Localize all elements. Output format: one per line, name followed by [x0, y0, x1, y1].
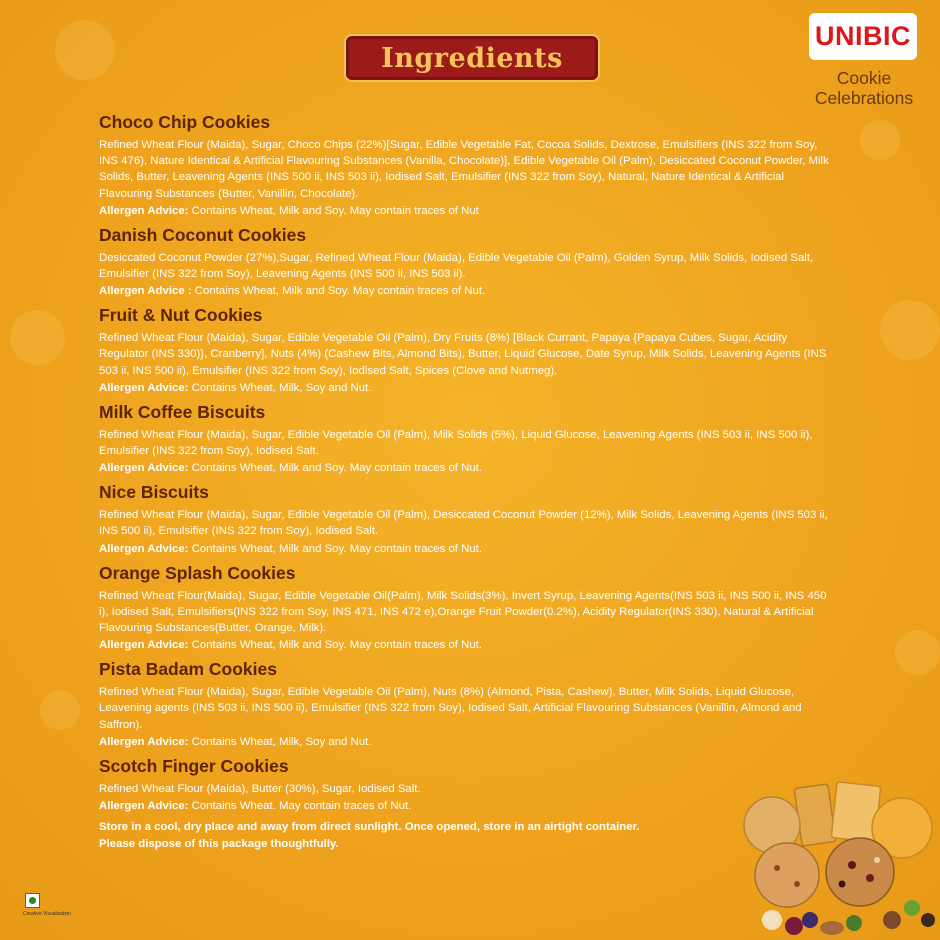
allergen-advice: [99, 541, 834, 557]
ingredients-list: [99, 111, 834, 853]
allergen-text: Contains Wheat. May contain traces of Nut.: [188, 800, 412, 813]
veg-mark-icon: [25, 893, 40, 908]
bokeh-decor: [10, 310, 65, 365]
allergen-text: Contains Wheat, Milk and Soy. May contain traces of Nut.: [188, 542, 483, 555]
allergen-text: Contains Wheat, Milk, Soy and Nut.: [188, 381, 372, 394]
allergen-label: Allergen Advice:: [99, 204, 189, 217]
allergen-text: Contains Wheat, Milk and Soy. May contain traces of Nut.: [188, 462, 483, 475]
cookies-image: [742, 780, 940, 940]
product-section: [99, 755, 739, 814]
product-section: [99, 401, 834, 476]
product-section: [99, 111, 834, 219]
allergen-label: Allergen Advice:: [99, 639, 189, 652]
product-name: Fruit & Nut Cookies: [99, 305, 263, 326]
allergen-advice: [99, 637, 834, 653]
allergen-advice: [99, 460, 834, 476]
allergen-label: Allergen Advice:: [99, 381, 189, 394]
brand-name: UNIBIC: [815, 21, 911, 51]
tagline-line-2: Celebrations: [814, 88, 914, 108]
veg-caption: Creative Visualisation: [23, 911, 71, 917]
product-ingredients: Refined Wheat Flour (Maida), Sugar, Edible Vegetable Oil (Palm), Dry Fruits (8%) [Black Currant, Papaya {Papaya Cubes, Sugar, Acidity Regulator (INS 330)}, Cranberry], Nuts (4%) (Cashew Bits, Almond Bits), Butter, Liquid Glucose, Date Syrup, Milk Solids, Leavening Agents (INS 503 ii, INS 500 ii), Emulsifier (INS 322 from Soy), Iodised Salt, Spices (Clove and Nutmeg).: [99, 332, 827, 377]
bokeh-decor: [895, 630, 940, 675]
brand-logo: [809, 13, 917, 60]
allergen-advice: [99, 203, 834, 219]
product-name: Danish Coconut Cookies: [99, 224, 307, 245]
allergen-text: Contains Wheat, Milk and Soy. May contain traces of Nut: [188, 204, 479, 217]
allergen-label: Allergen Advice:: [99, 735, 189, 748]
allergen-text: Contains Wheat, Milk, Soy and Nut.: [188, 735, 372, 748]
allergen-text: Contains Wheat, Milk and Soy. May contain traces of Nut.: [188, 639, 483, 652]
allergen-label: Allergen Advice:: [99, 462, 189, 475]
product-name: Orange Splash Cookies: [99, 562, 296, 583]
product-name: Scotch Finger Cookies: [99, 755, 289, 776]
product-name: Choco Chip Cookies: [99, 112, 271, 132]
allergen-text: Contains Wheat, Milk and Soy. May contain traces of Nut.: [191, 285, 486, 298]
product-name: Nice Biscuits: [99, 482, 209, 503]
dispose-text: Please dispose of this package thoughtfully.: [99, 838, 339, 851]
allergen-label: Allergen Advice :: [99, 285, 192, 298]
bokeh-decor: [880, 300, 940, 360]
product-section: [99, 562, 834, 654]
title-banner: [344, 34, 600, 82]
product-name: Pista Badam Cookies: [99, 659, 277, 680]
product-section: [99, 224, 834, 299]
product-ingredients: Refined Wheat Flour (Maida), Sugar, Edible Vegetable Oil (Palm), Nuts (8%) (Almond, Pista, Cashew), Butter, Milk Solids, Liquid Glucose, Leavening agents (INS 503 ii, INS 500 ii), Emulsifier (INS 322 from Soy), Iodised Salt, Artificial Flavouring Substances (Vanillin, Almond and Saffron).: [99, 686, 802, 731]
allergen-label: Allergen Advice:: [99, 800, 189, 813]
product-name: Milk Coffee Biscuits: [99, 401, 266, 422]
storage-text: Store in a cool, dry place and away from direct sunlight. Once opened, store in an airtight container.: [99, 821, 640, 834]
bokeh-decor: [860, 120, 900, 160]
allergen-label: Allergen Advice:: [99, 542, 189, 555]
allergen-advice: [99, 734, 834, 750]
brand-tagline: [805, 68, 923, 108]
allergen-advice: [99, 798, 739, 814]
page-title: Ingredients: [381, 42, 563, 74]
product-section: [99, 481, 834, 556]
product-section: [99, 304, 834, 396]
bokeh-decor: [55, 20, 115, 80]
product-ingredients: Refined Wheat Flour (Maida), Butter (30%), Sugar, Iodised Salt.: [99, 782, 421, 795]
product-ingredients: Refined Wheat Flour (Maida), Sugar, Edible Vegetable Oil (Palm), Milk Solids (5%), Liquid Glucose, Leavening Agents (INS 503 ii, INS 500 ii), Emulsifier (INS 322 from Soy), Iodised Salt.: [99, 428, 813, 458]
bokeh-decor: [40, 690, 80, 730]
product-ingredients: Desiccated Coconut Powder (27%),Sugar, Refined Wheat Flour (Maida), Edible Vegetable Oil (Palm), Golden Syrup, Milk Solids, Iodised Salt, Emulsifier (INS 322 from Soy), Leavening Agents (INS 500 ii, INS 503 ii).: [99, 251, 814, 281]
product-ingredients: Refined Wheat Flour(Maida), Sugar, Edible Vegetable Oil(Palm), Milk Solids(3%), Invert Syrup, Leavening Agents(INS 503 ii, INS 500 ii, INS 450 i), Iodised Salt, Emulsifiers(INS 322 from Soy, INS 471, INS 472 e),Orange Fruit Powder(0.2%), Acidity Regulator(INS 330), Natural & Artificial Flavouring Substances(Butter, Orange, Milk).: [99, 589, 827, 635]
product-section: [99, 658, 834, 750]
allergen-advice: [99, 380, 834, 396]
allergen-advice: [99, 283, 834, 299]
product-ingredients: Refined Wheat Flour (Maida), Sugar, Choco Chips (22%)[Sugar, Edible Vegetable Fat, Cocoa Solids, Dextrose, Emulsifiers (INS 322 from Soy, INS 476), Nature Identical & Artificial Flavouring Substances (Vanilla, Chocolate)], Edible Vegetable Oil (Palm), Desiccated Coconut Powder, Milk Solids, Butter, Leavening Agents (INS 500 ii, INS 503 ii), Iodised Salt, Emulsifier (INS 322 from Soy), Natural, Nature Identical & Artificial Flavouring Substances (Butter, Vanillin, Chocolate).: [99, 139, 829, 200]
storage-instructions: [99, 819, 834, 853]
tagline-line-1: Cookie: [836, 68, 892, 88]
product-ingredients: Refined Wheat Flour (Maida), Sugar, Edible Vegetable Oil (Palm), Desiccated Coconut Powder (12%), Milk Solids, Leavening Agents (INS 503 ii, INS 500 ii), Emulsifier (INS 322 from Soy), Iodised Salt.: [99, 509, 828, 538]
